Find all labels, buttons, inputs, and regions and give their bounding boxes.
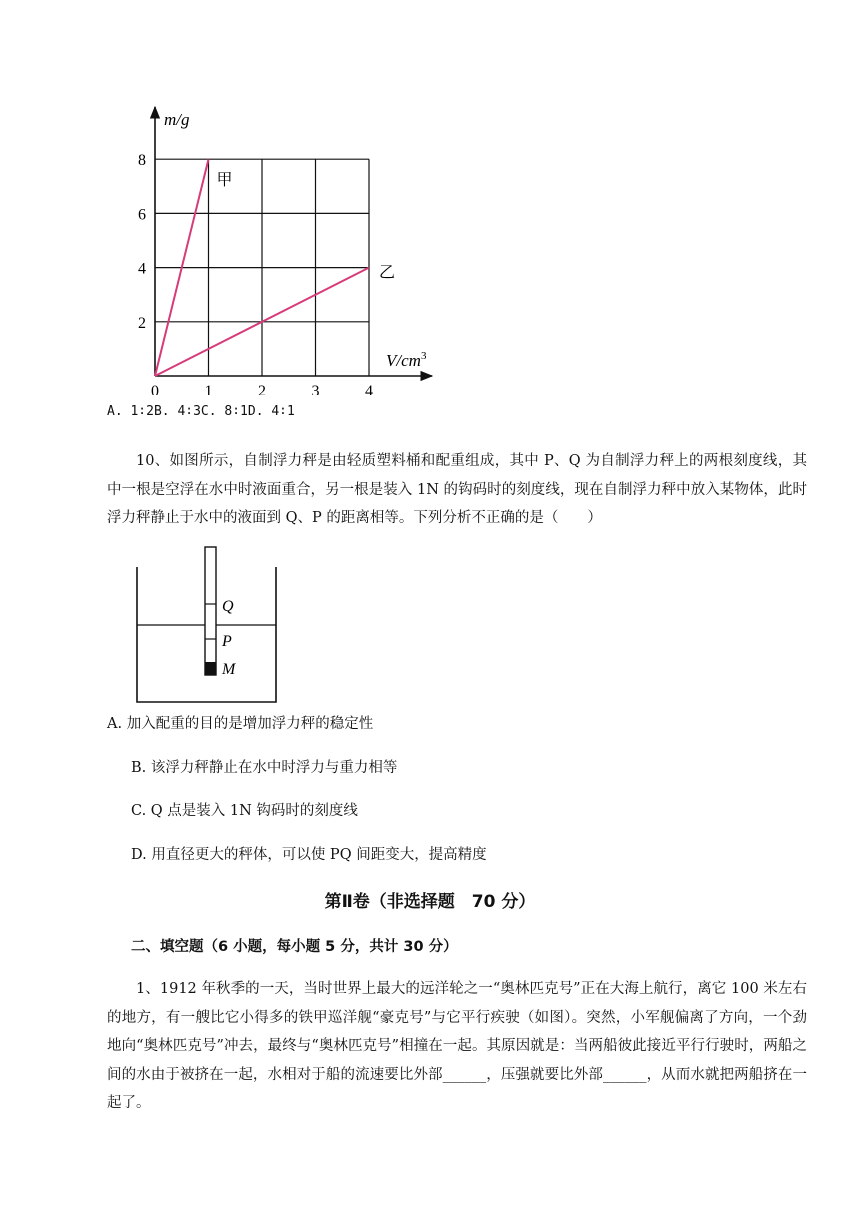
series-label: 乙 (379, 264, 396, 282)
q9-options: A. 1∶2B. 4∶3C. 8∶1D. 4∶1 (107, 404, 295, 419)
section-title: 第Ⅱ卷（非选择题 70 分） (324, 892, 536, 912)
x-tick-label: 0 (151, 383, 159, 395)
y-tick-label: 2 (138, 314, 146, 332)
y-axis-label: m/g (164, 110, 190, 129)
fill-question-1: 1、1912 年秋季的一天，当时世界上最大的远洋轮之一“奥林匹克号”正在大海上航行，离它 100 米左右的地方，有一艘比它小得多的铁甲巡洋舰“豪克号”与它平行疾驶（如图）。突然，小军舰偏离了方向，一个劲地向“奥林匹克号”冲去，最终与“奥林匹克号”相撞在一起。其原因就是：当两船彼此接近平行行驶时，两船之间的水由于被挤在一起，水相对于船的流速要比外部______，压强就要比外部______，从而水就把两船挤在一起了。 (107, 981, 807, 1111)
q10-option-b: B. 该浮力秤静止在水中时浮力与重力相等 (131, 760, 398, 776)
y-tick-label: 8 (138, 152, 146, 170)
x-tick-label: 3 (311, 383, 320, 395)
x-axis-label: $V/cm^3$ (386, 350, 427, 370)
y-tick-label: 4 (138, 260, 146, 278)
section-subtitle: 二、填空题（6 小题，每小题 5 分，共计 30 分） (131, 939, 458, 955)
x-tick-label: 2 (258, 383, 266, 395)
label-p: P (222, 633, 232, 650)
q10-option-d: D. 用直径更大的秤体，可以使 PQ 间距变大，提高精度 (131, 847, 487, 863)
label-q: Q (222, 598, 234, 615)
chart-grid (155, 159, 369, 376)
x-tick-label: 1 (204, 383, 213, 395)
scale-tube (205, 547, 216, 675)
counterweight (205, 662, 216, 675)
mass-volume-chart (120, 95, 450, 395)
y-tick-label: 6 (138, 206, 146, 224)
q10-stem: 10、如图所示，自制浮力秤是由轻质塑料桶和配重组成，其中 P、Q 为自制浮力秤上的两根刻度线，其中一根是空浮在水中时液面重合，另一根是装入 1N 的钩码时的刻度线，现在自制浮力秤中放入某物体，此时浮力秤静止于水中的液面到 Q、P 的距离相等。下列分析不正确的是（ ） (107, 453, 807, 526)
x-tick-label: 4 (365, 383, 373, 395)
q10-option-c: C. Q 点是装入 1N 钩码时的刻度线 (131, 803, 358, 819)
label-m: M (222, 661, 236, 678)
float-scale-figure (130, 540, 290, 710)
series-label: 甲 (216, 172, 233, 190)
q10-option-a: A. 加入配重的目的是增加浮力秤的稳定性 (107, 716, 374, 732)
